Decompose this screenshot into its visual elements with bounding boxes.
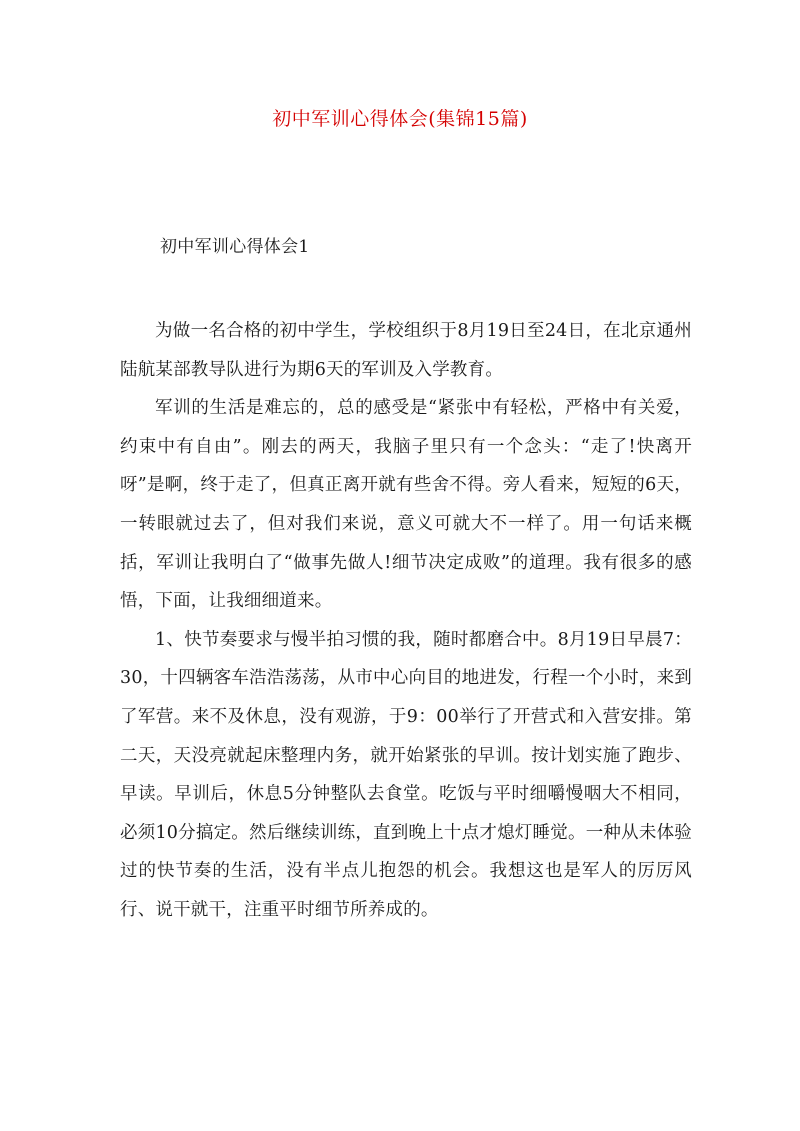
document-body — [120, 312, 692, 930]
document-title: 初中军训心得体会(集锦15篇) — [272, 108, 528, 130]
paragraph: 军训的生活是难忘的，总的感受是“紧张中有轻松，严格中有关爱，约束中有自由”。刚去的两天，我脑子里只有一个念头：“走了!快离开呀”是啊，终于走了，但真正离开就有些舍不得。旁人看来，短短的6天，一转眼就过去了，但对我们来说，意义可就大不一样了。用一句话来概括，军训让我明白了“做事先做人!细节决定成败”的道理。我有很多的感悟，下面，让我细细道来。 — [120, 398, 692, 612]
section-heading: 初中军训心得体会1 — [160, 237, 310, 257]
paragraph: 为做一名合格的初中学生，学校组织于8月19日至24日，在北京通州陆航某部教导队进行为期6天的军训及入学教育。 — [120, 321, 692, 380]
paragraph: 1、快节奏要求与慢半拍习惯的我，随时都磨合中。8月19日早晨7：30，十四辆客车浩浩荡荡，从市中心向目的地进发，行程一个小时，来到了军营。来不及休息，没有观游，于9：00举行了开营式和入营安排。第二天，天没亮就起床整理内务，就开始紧张的早训。按计划实施了跑步、早读。早训后，休息5分钟整队去食堂。吃饭与平时细嚼慢咽大不相同，必须10分搞定。然后继续训练，直到晚上十点才熄灯睡觉。一种从未体验过的快节奏的生活，没有半点儿抱怨的机会。我想这也是军人的厉厉风行、说干就干，注重平时细节所养成的。 — [120, 629, 692, 920]
